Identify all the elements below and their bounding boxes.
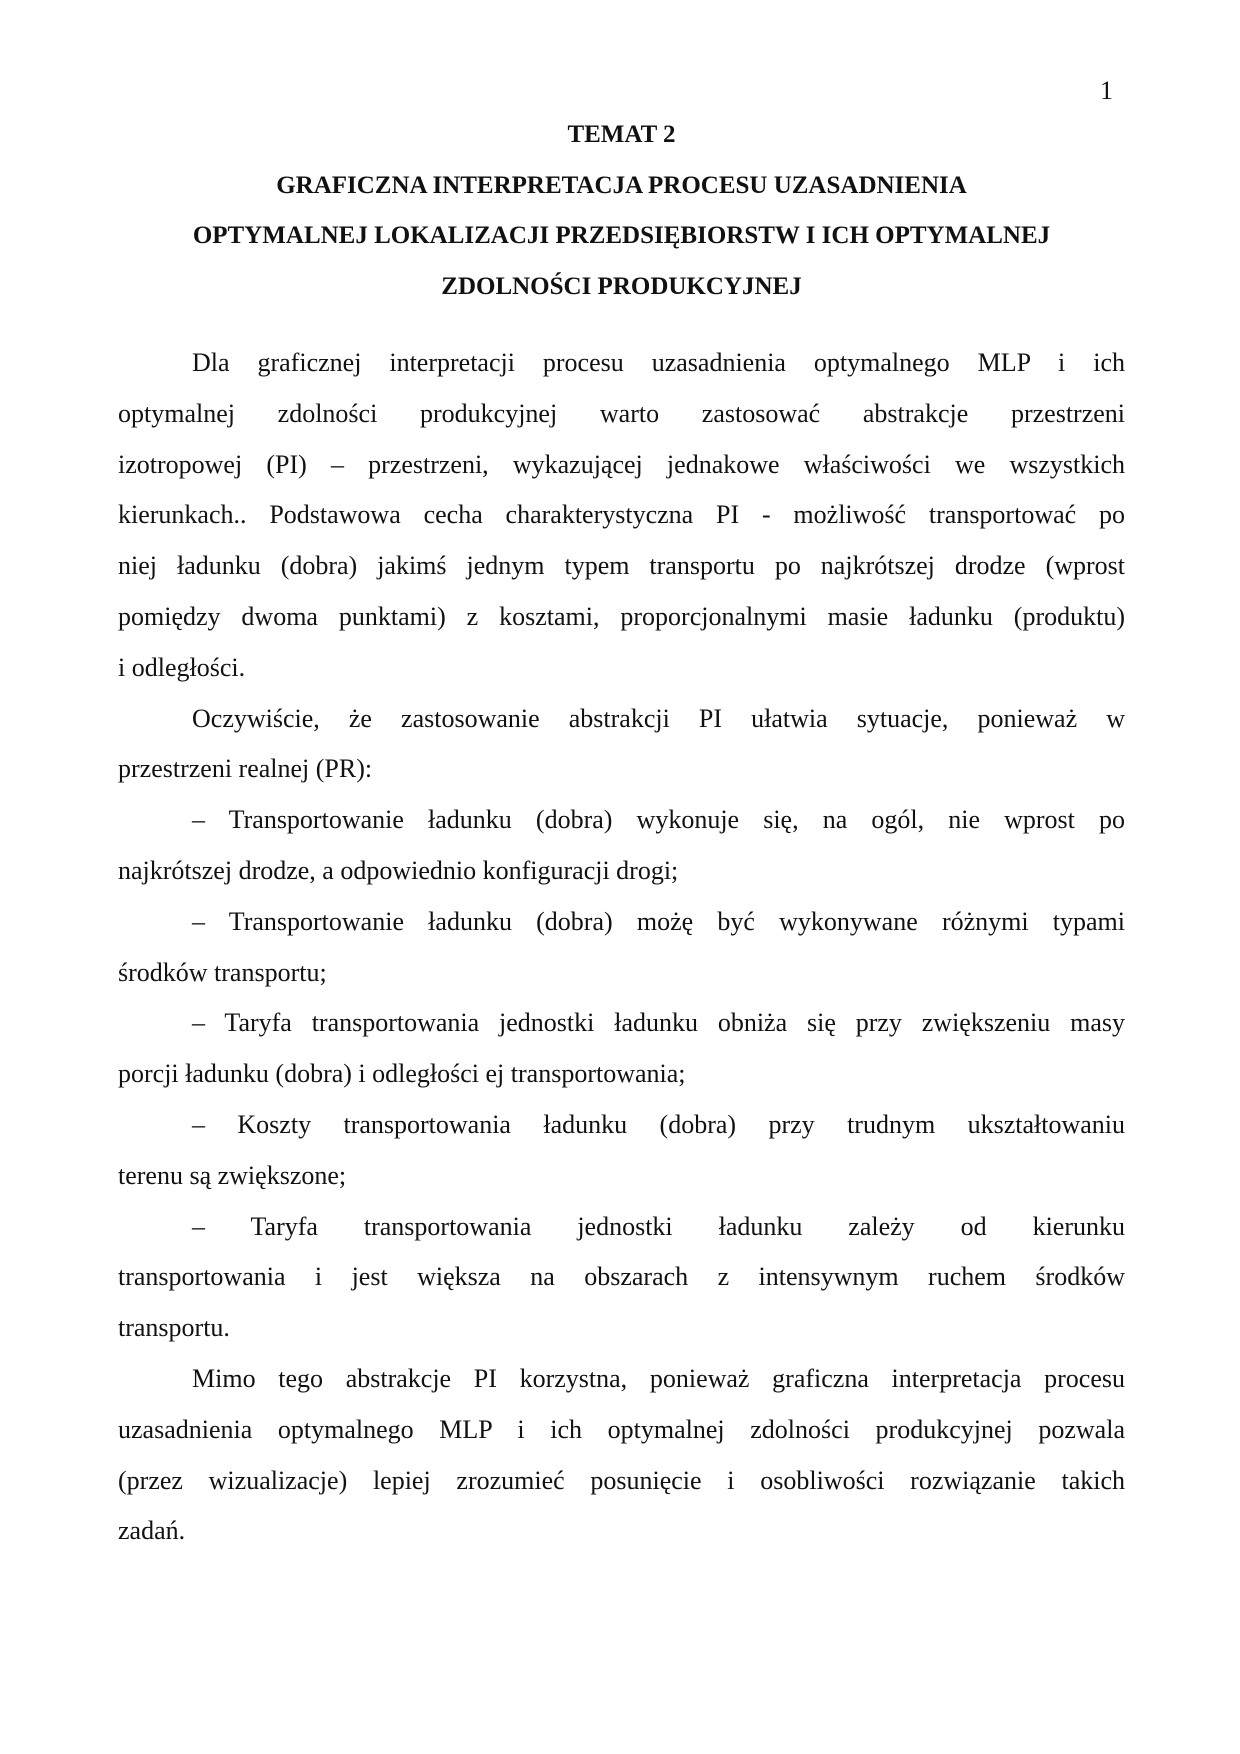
text-line: zadań. xyxy=(118,1516,186,1546)
list-item xyxy=(118,998,1125,1100)
title-line: GRAFICZNA INTERPRETACJA PROCESU UZASADNIENIA xyxy=(276,171,967,199)
text-line: najkrótszej drodze, a odpowiednio konfiguracji drogi; xyxy=(118,855,679,885)
text-line: pomiędzy dwoma punktami) z kosztami, proporcjonalnymi masie ładunku (produktu) xyxy=(118,601,1125,631)
text-line: Oczywiście, że zastosowanie abstrakcji PI ułatwia sytuacje, ponieważ w xyxy=(192,703,1125,733)
text-line: optymalnej zdolności produkcyjnej warto zastosować abstrakcje przestrzeni xyxy=(118,398,1125,428)
text-line: – Taryfa transportowania jednostki ładunku zależy od kierunku xyxy=(192,1211,1125,1241)
list-item xyxy=(118,897,1125,999)
document-body xyxy=(118,338,1125,1557)
text-line: uzasadnienia optymalnego MLP i ich optymalnej zdolności produkcyjnej pozwala xyxy=(118,1414,1125,1444)
page-number: 1 xyxy=(1100,76,1113,105)
text-line: Dla graficznej interpretacji procesu uzasadnienia optymalnego MLP i ich xyxy=(192,348,1125,377)
text-line: terenu są zwiększone; xyxy=(118,1160,347,1190)
text-line: porcji ładunku (dobra) i odległości ej transportowania; xyxy=(118,1059,686,1089)
paragraph xyxy=(118,1354,1125,1557)
title-line: OPTYMALNEJ LOKALIZACJI PRZEDSIĘBIORSTW I ICH OPTYMALNEJ xyxy=(192,222,1051,249)
text-line: i odległości. xyxy=(118,652,246,682)
topic-heading: TEMAT 2 xyxy=(567,121,676,148)
text-line: – Transportowanie ładunku (dobra) możę być wykonywane różnymi typami xyxy=(192,906,1125,936)
text-line: – Taryfa transportowania jednostki ładunku obniża się przy zwiększeniu masy xyxy=(192,1008,1125,1038)
text-line: (przez wizualizacje) lepiej zrozumieć posunięcie i osobliwości rozwiązanie takich xyxy=(118,1465,1125,1495)
list-item xyxy=(118,1100,1125,1202)
list-item xyxy=(118,795,1125,897)
text-line: transportowania i jest większa na obszarach z intensywnym ruchem środków xyxy=(118,1262,1125,1292)
text-line: Mimo tego abstrakcje PI korzystna, ponieważ graficzna interpretacja procesu xyxy=(192,1363,1125,1393)
text-line: – Transportowanie ładunku (dobra) wykonuje się, na ogól, nie wprost po xyxy=(192,805,1125,835)
list-item xyxy=(118,1202,1125,1354)
text-line: środków transportu; xyxy=(118,957,327,987)
text-line: niej ładunku (dobra) jakimś jednym typem transportu po najkrótszej drodze (wprost xyxy=(118,551,1125,581)
text-line: kierunkach.. Podstawowa cecha charakterystyczna PI - możliwość transportować po xyxy=(118,500,1125,530)
text-line: – Koszty transportowania ładunku (dobra) przy trudnym ukształtowaniu xyxy=(192,1109,1125,1139)
text-line: izotropowej (PI) – przestrzeni, wykazującej jednakowe właściwości we wszystkich xyxy=(118,449,1125,479)
text-line: przestrzeni realnej (PR): xyxy=(118,754,373,784)
title-line: ZDOLNOŚCI PRODUKCYJNEJ xyxy=(441,272,802,300)
paragraph xyxy=(118,694,1125,796)
document-title xyxy=(118,110,1125,312)
paragraph xyxy=(118,338,1125,694)
text-line: transportu. xyxy=(118,1313,230,1343)
